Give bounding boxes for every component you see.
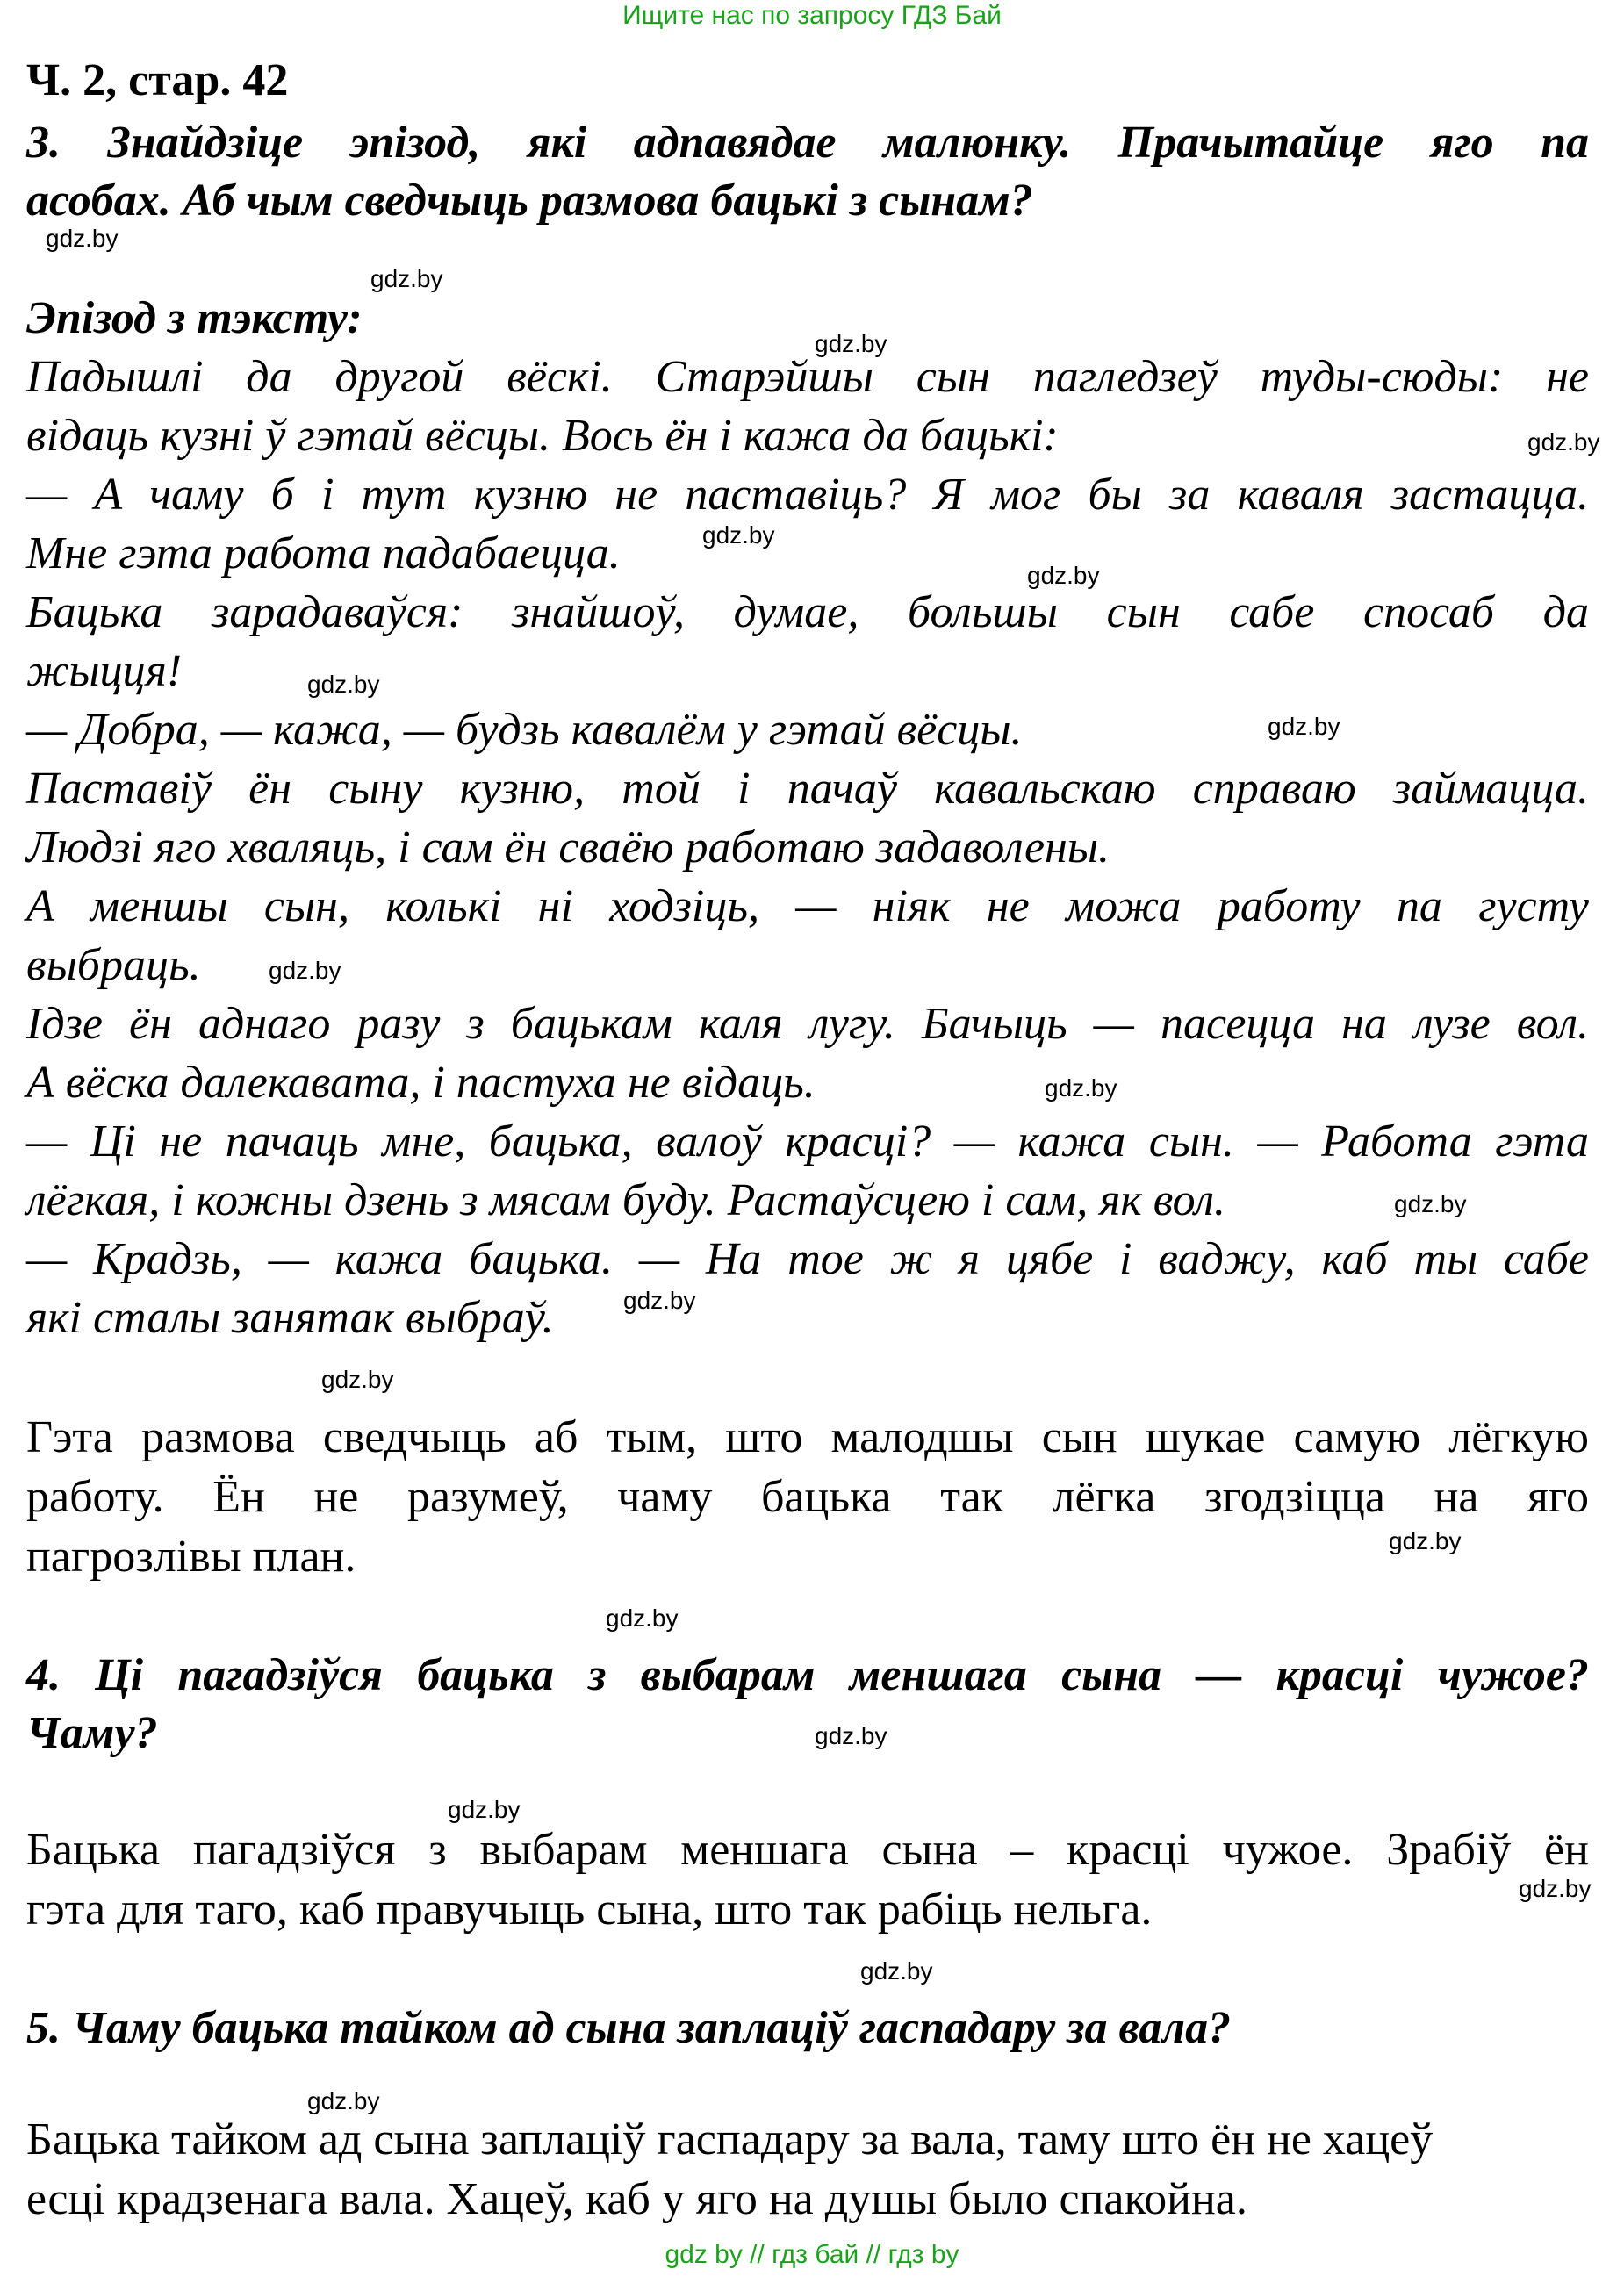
episode-line: выбраць. [26,940,201,990]
watermark: gdz.by [1045,1074,1117,1102]
answer-5-line: Бацька тайком ад сына заплаціў гаспадару за вала, таму што ён не хацеў [26,2114,1434,2165]
episode-line: — Крадзь, — кажа бацька. — На тое ж я цябе і ваджу, каб ты сабе [26,1234,1589,1284]
watermark: gdz.by [815,330,887,357]
answer-5 [26,2110,1589,2229]
episode-line: Людзі яго хваляць, і сам ён сваёю работаю задаволены. [26,822,1110,872]
episode-line: Падышлі да другой вёскі. Старэйшы сын пагледзеў туды-сюды: не [26,352,1589,402]
episode-text [26,348,1589,1347]
episode-line: Бацька зарадаваўся: знайшоў, думае, большы сын сабе спосаб да [26,587,1589,637]
answer-4 [26,1820,1589,1940]
episode-line: — Ці не пачаць мне, бацька, валоў красці? — кажа сын. — Работа гэта [26,1116,1589,1167]
answer-3-line: пагрозлівы план. [26,1532,356,1582]
answer-5-line: есці крадзенага вала. Хацеў, каб у яго на душы было спакойна. [26,2174,1247,2224]
question-4-line: Чаму? [26,1708,158,1758]
watermark: gdz.by [307,2087,380,2114]
answer-4-line: гэта для таго, каб правучыць сына, што так рабіць нельга. [26,1885,1153,1935]
page-reference: Ч. 2, стар. 42 [26,55,289,105]
question-5-line: 5. Чаму бацька тайком ад сына заплаціў гаспадару за вала? [26,2003,1232,2053]
footer-links[interactable]: gdz by // гдз бай // гдз by [665,2240,959,2269]
watermark: gdz.by [1268,713,1340,740]
watermark: gdz.by [1027,562,1100,589]
watermark: gdz.by [606,1605,679,1632]
watermark: gdz.by [307,671,380,698]
episode-line: А вёска далекавата, і пастуха не відаць. [26,1058,816,1108]
episode-line: — Добра, — кажа, — будзь кавалём у гэтай вёсцы. [26,705,1023,755]
episode-line: Паставіў ён сыну кузню, той і пачаў кавальскаю справаю займацца. [26,764,1589,814]
episode-line: А меншы сын, колькі ні ходзіць, — ніяк не можа работу па густу [26,881,1589,931]
watermark: gdz.by [1389,1527,1462,1554]
question-5 [26,2000,1589,2057]
watermark: gdz.by [623,1287,696,1314]
question-3-line: 3. Знайдзіце эпізод, які адпавядае малюнку. Прачытайце яго па [26,118,1589,168]
question-4-line: 4. Ці пагадзіўся бацька з выбарам меншага сына — красці чужое? [26,1650,1589,1700]
episode-line: жыцця! [26,646,183,696]
watermark: gdz.by [702,521,775,549]
answer-3-line: работу. Ён не разумеў, чаму бацька так лёгка згодзіцца на яго [26,1472,1589,1522]
answer-3 [26,1408,1589,1587]
watermark: gdz.by [448,1796,521,1823]
watermark: gdz.by [860,1957,933,1985]
question-3-line: асобах. Аб чым сведчыць размова бацькі з сынам? [26,176,1033,226]
episode-line: — А чаму б і тут кузню не паставіць? Я мог бы за каваля застацца. [26,470,1589,520]
answer-3-line: Гэта размова сведчыць аб тым, што малодшы сын шукае самую лёгкую [26,1412,1589,1462]
watermark: gdz.by [1519,1875,1592,1902]
question-4 [26,1647,1589,1763]
watermark: gdz.by [815,1722,887,1749]
episode-line: Мне гэта работа падабаецца. [26,528,621,578]
answer-4-line: Бацька пагадзіўся з выбарам меншага сына – красці чужое. Зрабіў ён [26,1825,1589,1875]
top-banner[interactable]: Ищите нас по запросу ГДЗ Бай [622,1,1002,30]
episode-line: відаць кузні ў гэтай вёсцы. Вось ён і кажа да бацькі: [26,411,1059,461]
watermark: gdz.by [1527,428,1600,456]
episode-line: лёгкая, і кожны дзень з мясам буду. Растаўсцею і сам, як вол. [26,1175,1226,1225]
watermark: gdz.by [269,957,341,984]
watermark: gdz.by [46,225,119,252]
question-3 [26,114,1589,230]
episode-line: які сталы занятак выбраў. [26,1293,554,1343]
watermark: gdz.by [370,265,443,292]
episode-line: Ідзе ён аднаго разу з бацькам каля лугу. Бачыць — пасецца на лузе вол. [26,999,1589,1049]
watermark: gdz.by [321,1366,394,1393]
watermark: gdz.by [1394,1190,1467,1217]
episode-heading: Эпізод з тэксту: [26,293,363,343]
